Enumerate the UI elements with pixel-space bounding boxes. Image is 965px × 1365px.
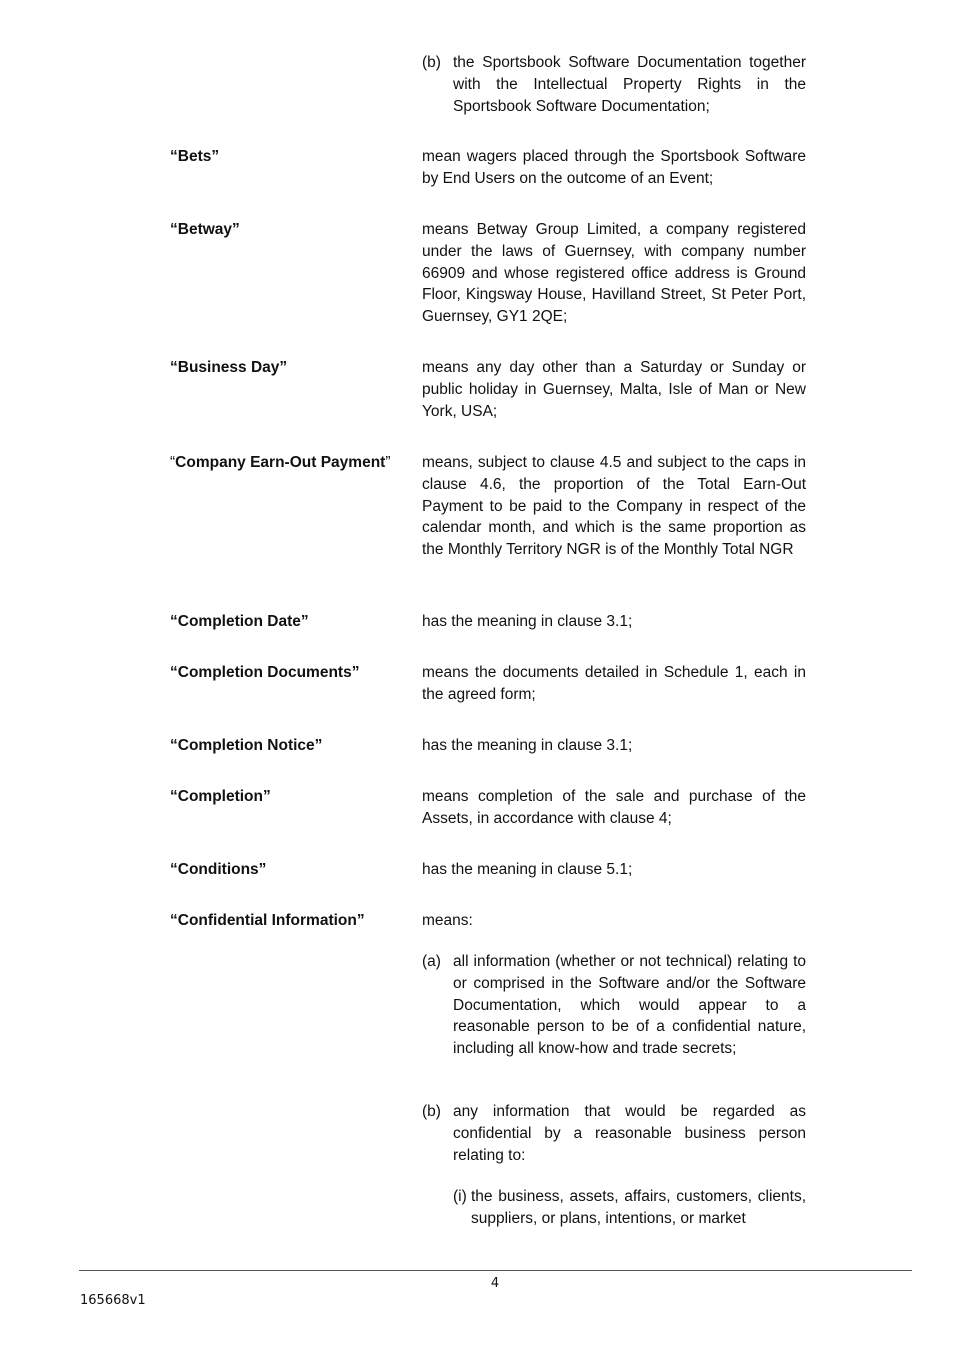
intro-list-item: [422, 52, 806, 117]
open-quote: “: [170, 454, 176, 471]
list-text: any information that would be regarded as confidential by a reasonable business person relating to:: [453, 1103, 806, 1164]
confidential-item-a: [422, 951, 806, 1060]
list-label: (i): [453, 1188, 467, 1205]
term-business-day: “Business Day”: [170, 359, 288, 376]
term-text: Company Earn-Out Payment: [175, 454, 386, 471]
confidential-item-b: [422, 1101, 806, 1166]
definition-completion: means completion of the sale and purchase of the Assets, in accordance with clause 4;: [422, 788, 806, 827]
definition-betway: means Betway Group Limited, a company registered under the laws of Guernsey, with company number 66909 and whose registered office address is Ground Floor, Kingsway House, Havilland Street, St Peter Port, Guernsey, GY1 2QE;: [422, 221, 806, 326]
footer-divider: [79, 1270, 912, 1271]
page-number: 4: [490, 1276, 500, 1291]
list-label: (b): [422, 1103, 441, 1120]
list-text: the Sportsbook Software Documentation together with the Intellectual Property Rights in the Sportsbook Software Documentation;: [453, 54, 806, 115]
list-text: all information (whether or not technical) relating to or comprised in the Software and/or the Software Documentation, which would appear to a reasonable person to be of a confidential nature, including all know-how and trade secrets;: [453, 953, 806, 1058]
term-betway: “Betway”: [170, 221, 240, 238]
term-conditions: “Conditions”: [170, 861, 267, 878]
close-quote: ”: [385, 454, 391, 471]
definition-business-day: means any day other than a Saturday or Sunday or public holiday in Guernsey, Malta, Isle of Man or New York, USA;: [422, 359, 806, 420]
term-completion-documents: “Completion Documents”: [170, 664, 360, 681]
list-text: the business, assets, affairs, customers, clients, suppliers, or plans, intentions, or market: [471, 1188, 806, 1227]
definition-conditions: has the meaning in clause 5.1;: [422, 861, 633, 878]
sub-item-i: [453, 1186, 806, 1230]
definition-confidential-information: means:: [422, 912, 473, 929]
term-completion-date: “Completion Date”: [170, 613, 309, 630]
definition-bets: mean wagers placed through the Sportsbook Software by End Users on the outcome of an Event;: [422, 148, 806, 187]
list-label: (b): [422, 54, 441, 71]
term-completion-notice: “Completion Notice”: [170, 737, 323, 754]
definition-completion-notice: has the meaning in clause 3.1;: [422, 737, 633, 754]
definition-completion-documents: means the documents detailed in Schedule 1, each in the agreed form;: [422, 664, 806, 703]
term-bets: “Bets”: [170, 148, 220, 165]
document-reference: 165668v1: [80, 1293, 146, 1308]
term-confidential-information: “Confidential Information”: [170, 912, 365, 929]
term-completion: “Completion”: [170, 788, 271, 805]
list-label: (a): [422, 953, 441, 970]
definition-company-earn-out-payment: means, subject to clause 4.5 and subject to the caps in clause 4.6, the proportion of the Total Earn-Out Payment to be paid to the Company in respect of the calendar month, and which is the same proportion as the Monthly Territory NGR is of the Monthly Total NGR: [422, 454, 806, 559]
definition-completion-date: has the meaning in clause 3.1;: [422, 613, 633, 630]
term-company-earn-out-payment: [170, 452, 410, 474]
